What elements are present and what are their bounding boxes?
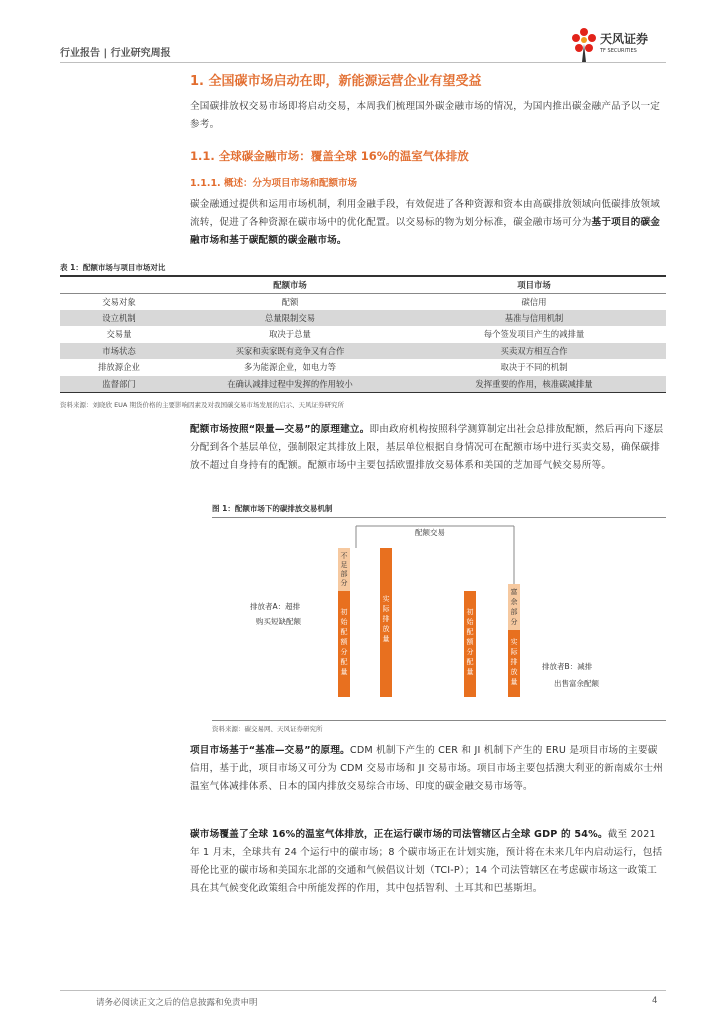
coverage-text: 截至 2021 年 1 月末，全球共有 24 个运行中的碳市场；8 个碳市场正在计划实施，预计将在未来几年内启动运行，包括哥伦比亚的碳市场和美国东北部的交通和气候倡议计划（TCI-P）；14 个司法管辖区在考虑碳市场这一政策工具在其气候变化政策组合中所能发挥的作用，其中包括智利、土耳其和巴基斯坦。	[190, 829, 663, 894]
table-row	[60, 376, 666, 393]
project-market-text: CDM 机制下产生的 CER 和 JI 机制下产生的 ERU 是项目市场的主要碳信用，基于此，项目市场又可分为 CDM 交易市场和 JI 交易市场。项目市场主要包括澳大利亚的新南威尔士州温室气体减排体系、日本的国内排放交易综合市场、印度的碳金融交易市场等。	[190, 745, 663, 792]
table-cell: 发挥重要的作用，核准碳减排量	[402, 376, 666, 393]
table-cell: 取决于总量	[269, 329, 311, 340]
emitter-b-label: 排放者B：减排	[542, 662, 593, 671]
table-row	[60, 310, 666, 327]
table-cell: 取决于不同的机制	[500, 362, 568, 373]
table-header-cell	[60, 277, 178, 293]
table-cell: 交易对象	[102, 296, 136, 307]
table-cell: 多为能源企业，如电力等	[243, 362, 337, 373]
quota-market-text: 即由政府机构按照科学测算制定出社会总排放配额，然后再向下逐层分配到各个基层单位，强制限定其排放上限，基层单位根据自身情况可在配额市场中进行买卖交易，确保碳排放不超过自身持有的配额。配额市场中主要包括欧盟排放交易体系和美国的芝加哥气候交易所等。	[190, 424, 664, 471]
header-divider	[60, 62, 666, 63]
table-title: 表 1：配额市场与项目市场对比	[60, 263, 166, 272]
table-row	[60, 359, 666, 376]
footer-divider	[60, 990, 666, 991]
quota-market-paragraph	[190, 421, 666, 475]
comparison-table	[60, 277, 666, 393]
table-cell: 买家和卖家既有竞争又有合作	[178, 343, 402, 360]
table-row	[60, 293, 666, 310]
table-cell: 配额	[281, 296, 299, 307]
section-1-heading: 1. 全国碳市场启动在即，新能源运营企业有望受益	[190, 74, 482, 89]
figure-title: 图 1：配额市场下的碳排放交易机制	[212, 504, 333, 513]
a-actual-emission-label: 实际排放量	[382, 595, 390, 643]
table-cell: 碳信用	[521, 296, 547, 307]
section-1-1-1-heading: 1.1.1. 概述：分为项目市场和配额市场	[190, 178, 357, 189]
section-1-intro: 全国碳排放权交易市场即将启动交易，本周我们梳理国外碳金融市场的情况，为国内推出碳金融产品予以一定参考。	[190, 101, 661, 130]
a-shortfall-label: 不足部分	[340, 552, 348, 587]
table-row	[60, 343, 666, 360]
table-cell: 排放源企业	[98, 362, 140, 373]
table-cell: 买卖双方相互合作	[402, 343, 666, 360]
table-cell: 在确认减排过程中发挥的作用较小	[178, 376, 402, 393]
brand-logo	[568, 24, 673, 64]
trading-mechanism-diagram	[212, 518, 666, 720]
table-cell: 交易量	[106, 329, 132, 340]
b-initial-quota-label: 初始配额分配量	[466, 608, 474, 676]
figure-bottom-rule	[212, 720, 666, 721]
section-1-1-heading: 1.1. 全球碳金融市场：覆盖全球 16%的温室气体排放	[190, 149, 469, 163]
page-number: 4	[652, 996, 658, 1006]
table-header-row	[60, 277, 666, 293]
overview-paragraph	[190, 196, 666, 250]
coverage-paragraph	[190, 826, 666, 898]
logo-name: 天风证券	[600, 32, 649, 46]
figure-source: 资料来源：碳交易网、天风证券研究所	[212, 725, 323, 733]
table-header-cell: 配额市场	[178, 277, 402, 293]
trade-label: 配额交易	[415, 528, 445, 537]
emitter-b-action: 出售富余配额	[554, 679, 599, 688]
report-category: 行业报告 | 行业研究周报	[60, 48, 171, 59]
a-initial-quota-label: 初始配额分配量	[340, 608, 348, 676]
table-cell: 基准与信用机制	[402, 310, 666, 327]
table-cell: 市场状态	[60, 343, 178, 360]
b-actual-emission-label: 实际排放量	[510, 638, 518, 686]
overview-bold-text: 基于项目的碳金融市场和基于碳配额的碳金融市场。	[190, 217, 661, 246]
table-header-cell: 项目市场	[402, 277, 666, 293]
b-surplus-label: 富余部分	[510, 588, 518, 626]
emitter-a-action: 购买短缺配额	[256, 617, 301, 626]
footer-disclaimer: 请务必阅读正文之后的信息披露和免责申明	[96, 998, 258, 1008]
table-row	[60, 326, 666, 343]
table-cell: 每个签发项目产生的减排量	[483, 329, 585, 340]
project-market-bold: 项目市场基于“基准—交易”的原理。	[190, 745, 350, 756]
overview-text: 碳金融通过提供和运用市场机制，利用金融手段，有效促进了各种资源和资本由高碳排放领域向低碳排放领域流转，促进了各种资源在碳市场中的优化配置。以交易标的物为划分标准，碳金融市场可分为	[190, 199, 661, 228]
table-cell: 设立机制	[60, 310, 178, 327]
quota-market-bold: 配额市场按照“限量—交易”的原理建立。	[190, 424, 370, 435]
emitter-a-label: 排放者A：超排	[250, 602, 301, 611]
logo-flower-icon	[568, 24, 600, 64]
table-source: 资料来源：刘晓欣 EUA 期货价格的主要影响因素及对我国碳交易市场发展的启示、天风证券研究所	[60, 401, 344, 409]
table-cell: 监督部门	[60, 376, 178, 393]
table-cell: 总量限制交易	[178, 310, 402, 327]
project-market-paragraph	[190, 742, 666, 796]
logo-english-name: TF SECURITIES	[600, 48, 637, 54]
coverage-bold: 碳市场覆盖了全球 16%的温室气体排放，正在运行碳市场的司法管辖区占全球 GDP 的 54%。	[190, 829, 608, 840]
